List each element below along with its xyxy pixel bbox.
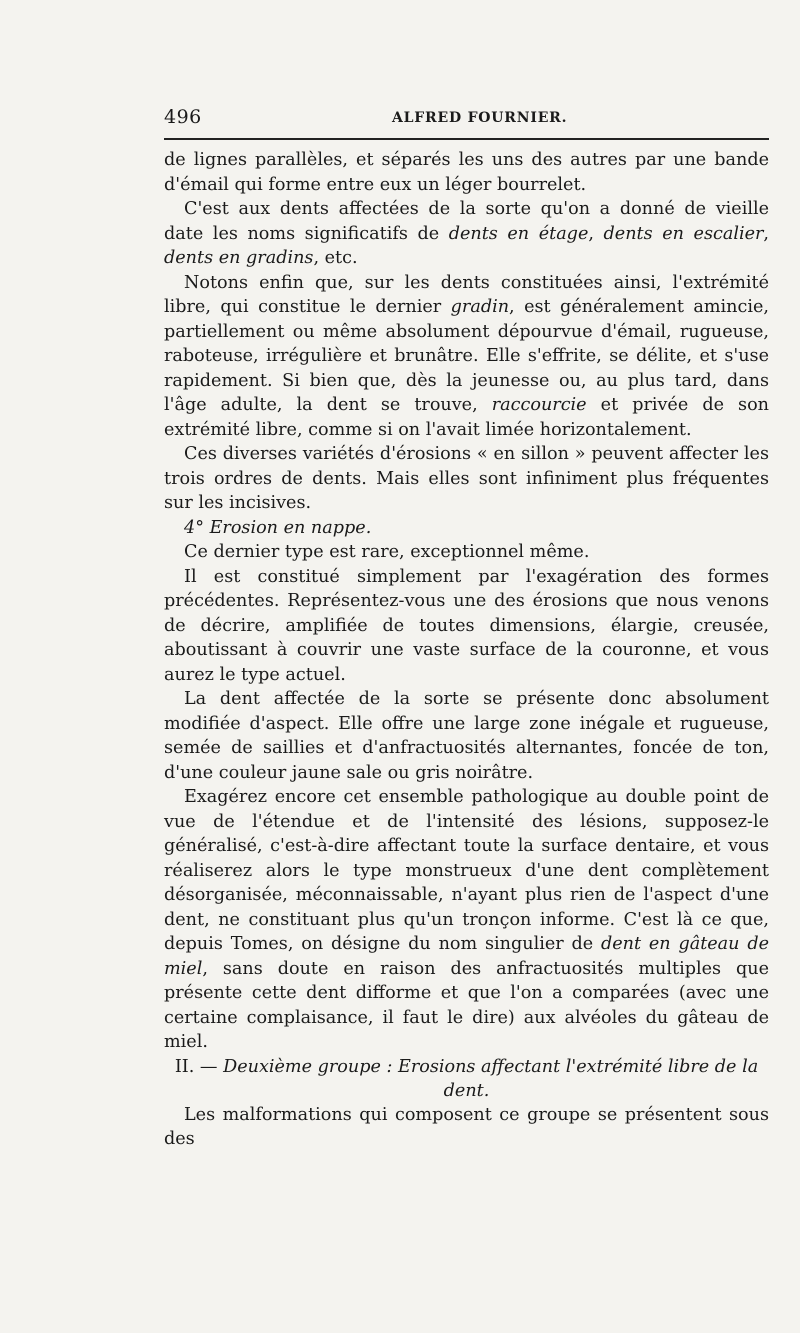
term-dent-en-gateau-de-miel: dent en gâteau de miel xyxy=(164,934,769,979)
paragraph-2: C'est aux dents affectées de la sorte qu'on a donné de vieille date les noms significatifs de dents en étage, dents en escalier, dents en gradins, etc. xyxy=(164,199,769,268)
header-rule xyxy=(164,138,769,140)
subheading-erosion-en-nappe: 4° Erosion en nappe. xyxy=(184,517,372,538)
body-text xyxy=(164,148,769,1152)
term-dents-en-gradins: dents en gradins xyxy=(164,248,314,268)
paragraph-1: de lignes parallèles, et séparés les uns des autres par une bande d'émail qui forme entre eux un léger bourrelet. xyxy=(164,150,769,195)
term-dents-en-etage: dents en étage xyxy=(448,223,589,244)
paragraph-4: Ces diverses variétés d'érosions « en sillon » peuvent affecter les trois ordres de dents. Mais elles sont infiniment plus fréquentes sur les incisives. xyxy=(164,444,769,513)
book-page xyxy=(164,100,769,1152)
term-raccourcie: raccourcie xyxy=(491,395,587,415)
term-gradin: gradin xyxy=(450,297,510,317)
running-head: ALFRED FOURNIER. xyxy=(392,110,568,126)
paragraph-9: Les malformations qui composent ce groupe se présentent sous des xyxy=(164,1104,769,1149)
section-heading: II. — Deuxième groupe : Erosions affectant l'extrémité libre de la dent. xyxy=(174,1056,759,1101)
paragraph-8: Exagérez encore cet ensemble pathologique au double point de vue de l'étendue et de l'intensité des lésions, supposez-le généralisé, c'est-à-dire affectant toute la surface dentaire, et vous réaliserez alors le type monstrueux d'une dent complètement désorganisée, méconnaissable, n'ayant plus rien de l'aspect d'une dent, ne constituant plus qu'un tronçon informe. C'est là ce que, depuis Tomes, on désigne du nom singulier de dent en gâteau de miel, sans doute en raison des anfractuosités multiples que présente cette dent difforme et que l'on a comparées (avec une certaine complaisance, il faut le dire) aux alvéoles du gâteau de miel. xyxy=(164,787,769,1052)
term-dents-en-escalier: dents en escalier xyxy=(603,223,764,244)
page-number: 496 xyxy=(164,106,202,128)
paragraph-6: Il est constitué simplement par l'exagération des formes précédentes. Représentez-vous une des érosions que nous venons de décrire, amplifiée de toutes dimensions, élargie, creusée, aboutissant à couvrir une vaste surface de la couronne, et vous aurez le type actuel. xyxy=(164,566,769,685)
paragraph-5: Ce dernier type est rare, exceptionnel même. xyxy=(184,542,590,562)
paragraph-7: La dent affectée de la sorte se présente donc absolument modifiée d'aspect. Elle offre une large zone inégale et rugueuse, semée de saillies et d'anfractuosités alternantes, foncée de ton, d'une couleur jaune sale ou gris noirâtre. xyxy=(164,689,769,783)
page-header xyxy=(164,100,769,128)
paragraph-3: Notons enfin que, sur les dents constituées ainsi, l'extrémité libre, qui constitue le dernier gradin, est généralement amincie, partiellement ou même absolument dépourvue d'émail, rugueuse, raboteuse, irrégulière et brunâtre. Elle s'effrite, se délite, et s'use rapidement. Si bien que, dès la jeunesse ou, au plus tard, dans l'âge adulte, la dent se trouve, raccourcie et privée de son extrémité libre, comme si on l'avait limée horizontalement. xyxy=(164,272,769,440)
